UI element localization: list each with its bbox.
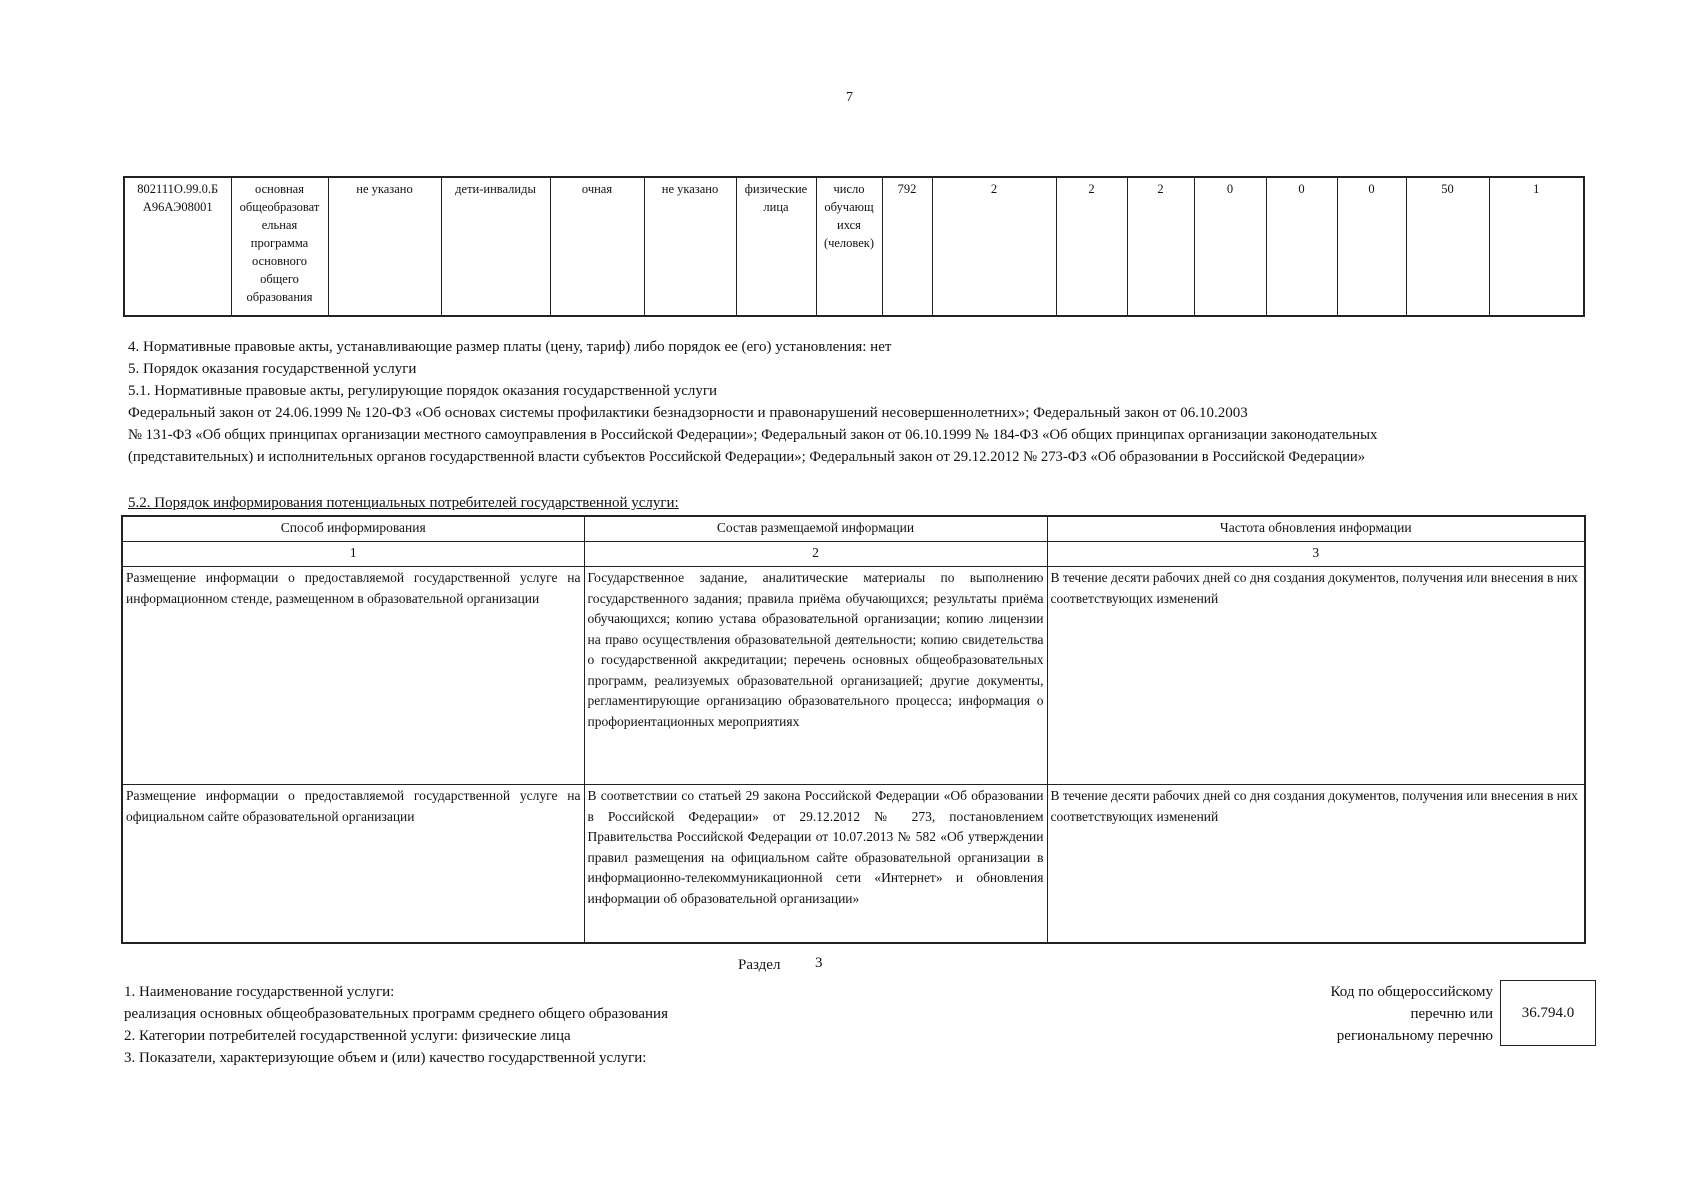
table-cell: число обучающ ихся (человек) [816,177,882,316]
program-cell: основная общеобразоват ельная программа основного общего образования [231,177,328,316]
info-section-title: 5.2. Порядок информирования потенциальных потребителей государственной услуги: [128,495,679,511]
info-table [121,515,1586,944]
table-cell: 0 [1266,177,1337,316]
column-number: 3 [1047,542,1585,567]
code-label: Код по общероссийскому [1330,984,1493,1000]
table-row [122,567,1585,785]
column-header: Частота обновления информации [1047,516,1585,542]
info-method: Размещение информации о предоставляемой государственной услуге на информационном стенде, размещенном в образовательной организации [122,567,584,785]
paragraph-5: 5. Порядок оказания государственной услуги [128,361,417,377]
table-cell: 50 [1406,177,1489,316]
info-frequency: В течение десяти рабочих дней со дня создания документов, получения или внесения в них соответствующих изменений [1047,785,1585,944]
consumers-line: 2. Категории потребителей государственной услуги: физические лица [124,1028,571,1044]
section-number: 3 [815,955,823,971]
table-cell: 2 [932,177,1056,316]
paragraph-4: 4. Нормативные правовые акты, устанавливающие размер платы (цену, тариф) либо порядок ее (его) установления: нет [128,339,892,355]
table-cell: не указано [328,177,441,316]
table-cell: дети-инвалиды [441,177,550,316]
column-number-row [122,542,1585,567]
info-frequency: В течение десяти рабочих дней со дня создания документов, получения или внесения в них соответствующих изменений [1047,567,1585,785]
indicators-table [123,176,1585,317]
table-cell: 0 [1337,177,1406,316]
table-cell: 792 [882,177,932,316]
indicators-line: 3. Показатели, характеризующие объем и (или) качество государственной услуги: [124,1050,647,1066]
column-number: 2 [584,542,1047,567]
section-label: Раздел [738,957,781,973]
table-row [122,785,1585,944]
service-name-label: 1. Наименование государственной услуги: [124,984,395,1000]
laws-line: (представительных) и исполнительных органов государственной власти субъектов Российской Федерации»; Федеральный закон от 29.12.2012 № 273-ФЗ «Об образовании в Российской Федерации» [128,449,1366,465]
laws-line: № 131-ФЗ «Об общих принципах организации местного самоуправления в Российской Федерации»; Федеральный закон от 06.10.1999 № 184-ФЗ «Об общих принципах организации законодательных [128,427,1378,443]
column-header: Способ информирования [122,516,584,542]
table-row [124,177,1584,316]
column-number: 1 [122,542,584,567]
info-content: Государственное задание, аналитические материалы по выполнению государственного задания; правила приёма обучающихся; результаты приёма обучающихся; копию устава образовательной организации; копию лицензии на право осуществления образовательной деятельности; копию свидетельства о государственной аккредитации; перечень основных общеобразовательных программ, реализуемых образовательной организацией; другие документы, регламентирующие организацию образовательного процесса; информация о профориентационных мероприятиях [584,567,1047,785]
laws-line: Федеральный закон от 24.06.1999 № 120-ФЗ «Об основах системы профилактики безнадзорности и правонарушений несовершеннолетних»; Федеральный закон от 06.10.2003 [128,405,1248,421]
table-cell: 2 [1127,177,1194,316]
column-header: Состав размещаемой информации [584,516,1047,542]
registry-code: 36.794.0 [1521,1004,1575,1021]
table-cell: 0 [1194,177,1266,316]
paragraph-5-1: 5.1. Нормативные правовые акты, регулирующие порядок оказания государственной услуги [128,383,718,399]
table-cell: очная [550,177,644,316]
code-label: региональному перечню [1336,1028,1493,1044]
page-number: 7 [846,90,853,105]
table-cell: 1 [1489,177,1584,316]
table-header-row [122,516,1585,542]
table-cell: 2 [1056,177,1127,316]
table-cell: физические лица [736,177,816,316]
code-label: перечню или [1410,1006,1493,1022]
service-name: реализация основных общеобразовательных программ среднего общего образования [124,1006,668,1022]
info-method: Размещение информации о предоставляемой государственной услуге на официальном сайте образовательной организации [122,785,584,944]
table-cell: не указано [644,177,736,316]
info-content: В соответствии со статьей 29 закона Российской Федерации «Об образовании в Российской Федерации» от 29.12.2012 № 273, постановлением Правительства Российской Федерации от 10.07.2013 № 582 «Об утверждении правил размещения на официальном сайте образовательной организации в информационно-телекоммуникационной сети «Интернет» и обновления информации об образовательной организации» [584,785,1047,944]
registry-code-box [1500,980,1596,1046]
registry-number-cell: 802111О.99.0.Б А96АЭ08001 [124,177,231,316]
